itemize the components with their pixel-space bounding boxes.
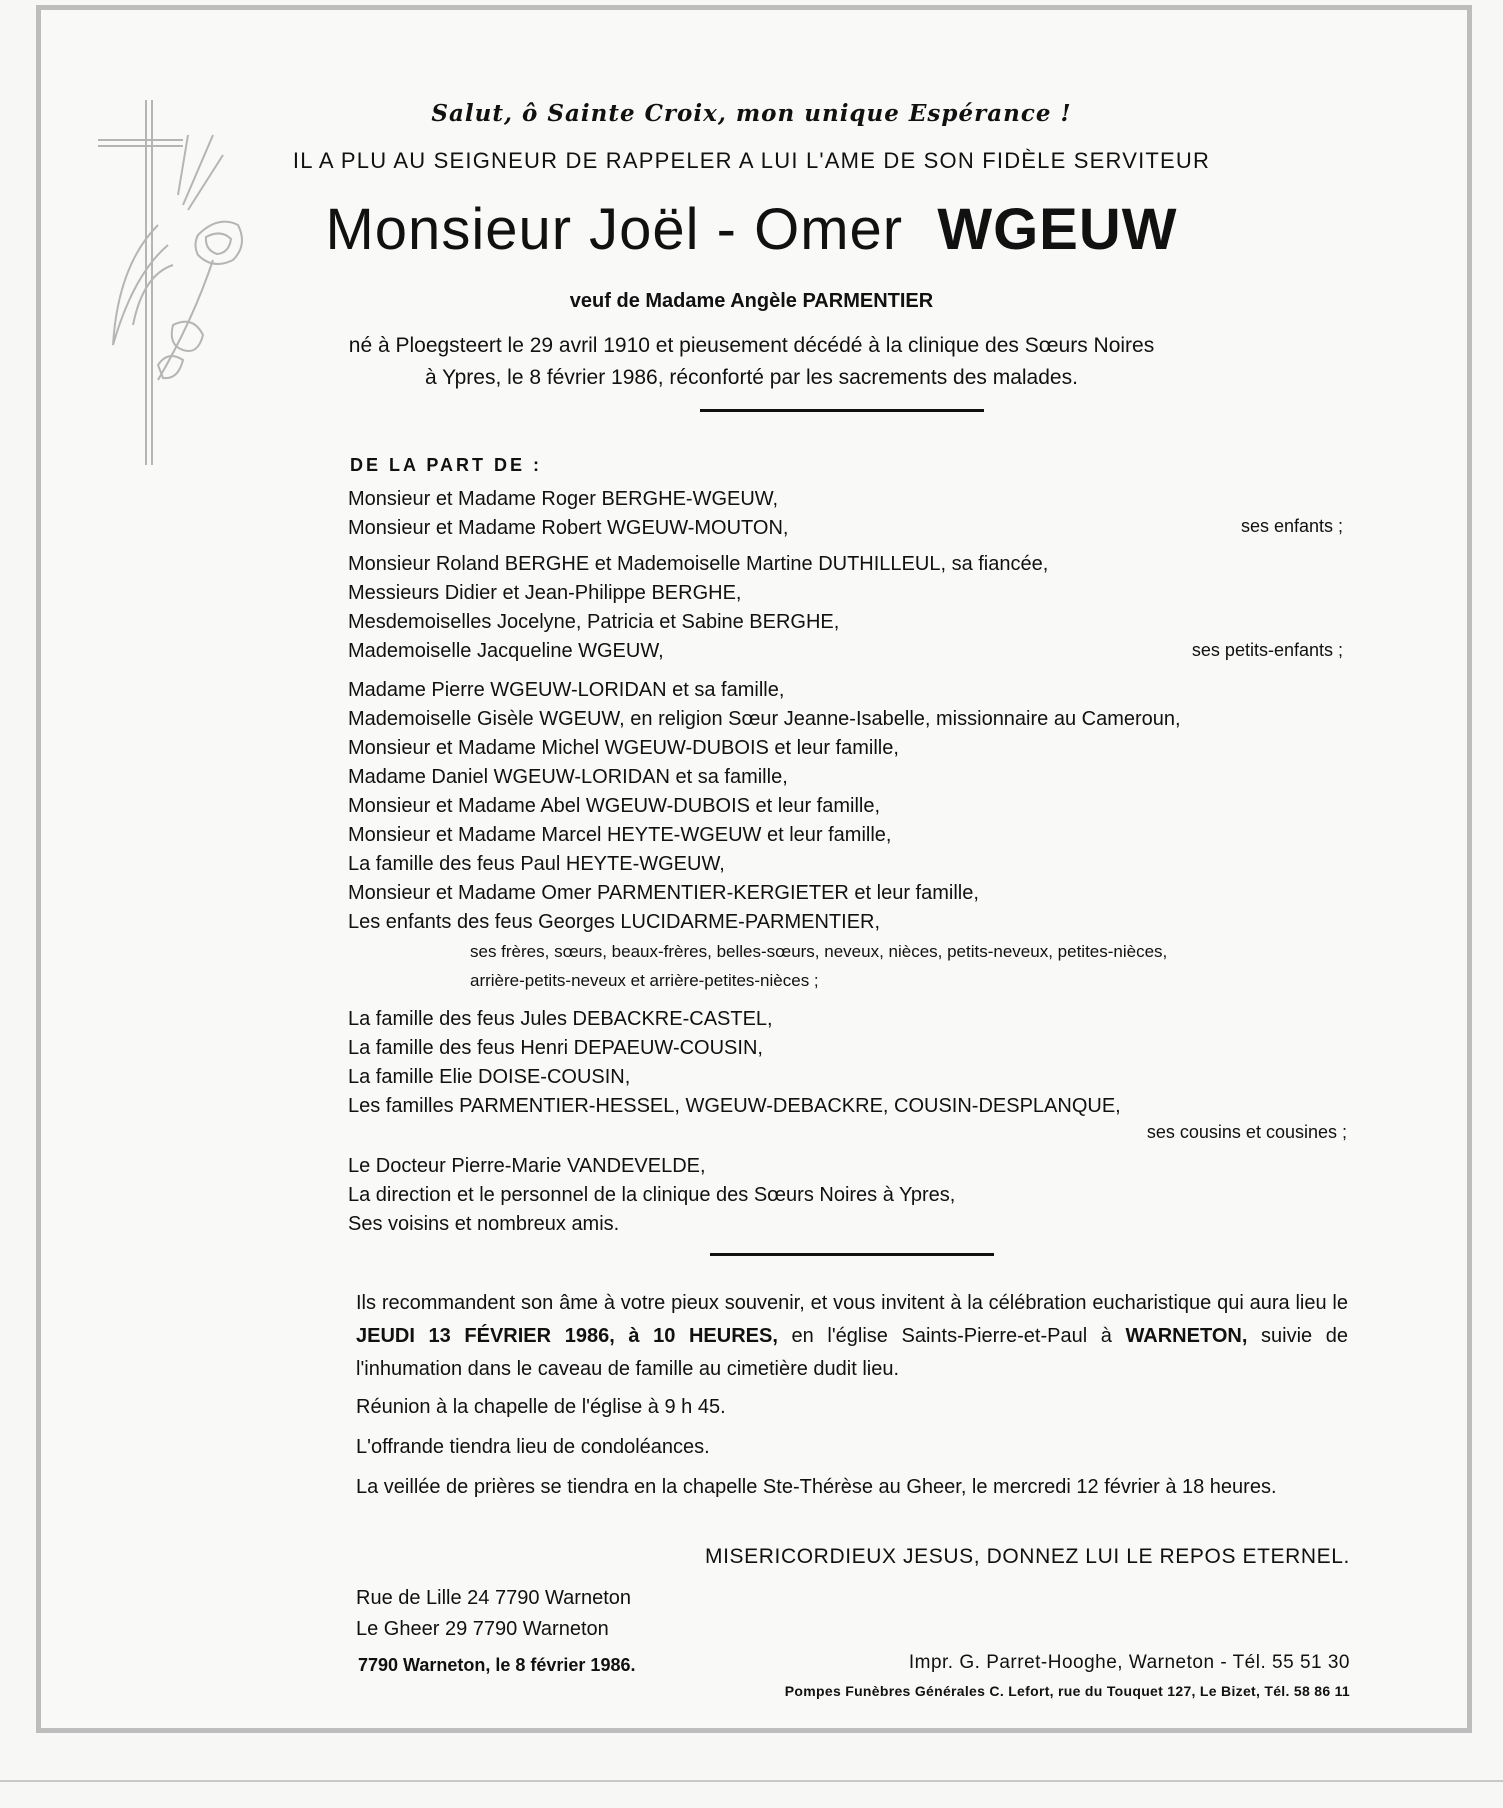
list-item: Mademoiselle Jacqueline WGEUW, xyxy=(348,640,664,662)
divider xyxy=(710,1253,994,1256)
address-line: Le Gheer 29 7790 Warneton xyxy=(356,1618,609,1640)
list-item: Madame Daniel WGEUW-LORIDAN et sa famille, xyxy=(348,766,788,788)
motto: Salut, ô Sainte Croix, mon unique Espérance ! xyxy=(431,100,1072,127)
list-item: La direction et le personnel de la clinique des Sœurs Noires à Ypres, xyxy=(348,1184,956,1206)
list-item: Monsieur et Madame Roger BERGHE-WGEUW, xyxy=(348,488,779,510)
children-list xyxy=(348,485,788,543)
siblings-role-line-1: ses frères, sœurs, beaux-frères, belles-sœurs, neveux, nièces, petits-neveux, petites-nièces, xyxy=(470,942,1168,961)
widow-of: veuf de Madame Angèle PARMENTIER xyxy=(569,290,934,312)
list-item: Ses voisins et nombreux amis. xyxy=(348,1213,620,1235)
birth-line-1: né à Ploegsteert le 29 avril 1910 et pieusement décédé à la clinique des Sœurs Noires xyxy=(348,334,1155,357)
offrande-note: L'offrande tiendra lieu de condoléances. xyxy=(356,1436,710,1458)
siblings-role-line-2: arrière-petits-neveux et arrière-petites-nièces ; xyxy=(470,971,819,990)
birth-death-info xyxy=(0,330,1503,394)
list-item: Mesdemoiselles Jocelyne, Patricia et Sabine BERGHE, xyxy=(348,611,840,633)
grandchildren-role: ses petits-enfants ; xyxy=(1191,640,1343,660)
place-date: 7790 Warneton, le 8 février 1986. xyxy=(358,1655,636,1675)
ceremony-place: WARNETON, xyxy=(1125,1325,1248,1347)
list-item: Monsieur et Madame Robert WGEUW-MOUTON, xyxy=(348,517,789,539)
list-item: La famille des feus Henri DEPAEUW-COUSIN, xyxy=(348,1037,763,1059)
siblings-role xyxy=(470,937,1167,995)
list-item: Monsieur Roland BERGHE et Mademoiselle Martine DUTHILLEUL, sa fiancée, xyxy=(348,553,1049,575)
list-item: Mademoiselle Gisèle WGEUW, en religion Sœur Jeanne-Isabelle, missionnaire au Cameroun, xyxy=(348,708,1181,730)
siblings-list xyxy=(348,676,1181,937)
list-item: Le Docteur Pierre-Marie VANDEVELDE, xyxy=(348,1155,706,1177)
surname: WGEUW xyxy=(937,197,1178,262)
address-line: Rue de Lille 24 7790 Warneton xyxy=(356,1587,631,1609)
intro-line: IL A PLU AU SEIGNEUR DE RAPPELER A LUI L'AME DE SON FIDÈLE SERVITEUR xyxy=(292,148,1211,173)
ceremony-text: suivie de l'inhumation dans le caveau de famille au cimetière dudit lieu. xyxy=(356,1325,1348,1380)
birth-line-2: à Ypres, le 8 février 1986, réconforté par les sacrements des malades. xyxy=(425,366,1078,389)
deceased-name xyxy=(0,196,1503,263)
ceremony-text: en l'église Saints-Pierre-et-Paul à xyxy=(777,1325,1126,1347)
funeral-home-credit: Pompes Funèbres Générales C. Lefort, rue du Touquet 127, Le Bizet, Tél. 58 86 11 xyxy=(784,1683,1350,1699)
list-item: Monsieur et Madame Marcel HEYTE-WGEUW et leur famille, xyxy=(348,824,892,846)
list-item: Monsieur et Madame Omer PARMENTIER-KERGIETER et leur famille, xyxy=(348,882,979,904)
reunion-note: Réunion à la chapelle de l'église à 9 h 45. xyxy=(356,1396,726,1418)
list-item: La famille des feus Jules DEBACKRE-CASTEL, xyxy=(348,1008,773,1030)
children-role: ses enfants ; xyxy=(1240,516,1343,536)
cousins-list xyxy=(348,1005,1121,1121)
divider xyxy=(700,409,984,412)
cousins-role: ses cousins et cousines ; xyxy=(1146,1122,1347,1142)
list-item: Les familles PARMENTIER-HESSEL, WGEUW-DEBACKRE, COUSIN-DESPLANQUE, xyxy=(348,1095,1121,1117)
list-item: Monsieur et Madame Abel WGEUW-DUBOIS et leur famille, xyxy=(348,795,881,817)
printer-credit: Impr. G. Parret-Hooghe, Warneton - Tél. 55 51 30 xyxy=(908,1652,1350,1673)
from-label: DE LA PART DE : xyxy=(350,455,542,475)
given-names: Monsieur Joël - Omer xyxy=(325,197,904,262)
list-item: La famille Elie DOISE-COUSIN, xyxy=(348,1066,631,1088)
ceremony-date: JEUDI 13 FÉVRIER 1986, à 10 HEURES, xyxy=(356,1325,778,1347)
page-edge-line xyxy=(0,1780,1503,1782)
list-item: La famille des feus Paul HEYTE-WGEUW, xyxy=(348,853,725,875)
others-list xyxy=(348,1152,955,1239)
list-item: Messieurs Didier et Jean-Philippe BERGHE, xyxy=(348,582,742,604)
ceremony-text: Ils recommandent son âme à votre pieux souvenir, et vous invitent à la célébration eucharistique qui aura lieu le xyxy=(356,1292,1348,1314)
list-item: Les enfants des feus Georges LUCIDARME-PARMENTIER, xyxy=(348,911,881,933)
list-item: Madame Pierre WGEUW-LORIDAN et sa famille, xyxy=(348,679,785,701)
list-item: Monsieur et Madame Michel WGEUW-DUBOIS et leur famille, xyxy=(348,737,899,759)
ceremony-paragraph xyxy=(356,1287,1348,1386)
vigil-note: La veillée de prières se tiendra en la chapelle Ste-Thérèse au Gheer, le mercredi 12 février à 18 heures. xyxy=(356,1476,1277,1498)
closing-prayer: MISERICORDIEUX JESUS, DONNEZ LUI LE REPOS ETERNEL. xyxy=(705,1545,1350,1568)
grandchildren-list xyxy=(348,550,1048,666)
